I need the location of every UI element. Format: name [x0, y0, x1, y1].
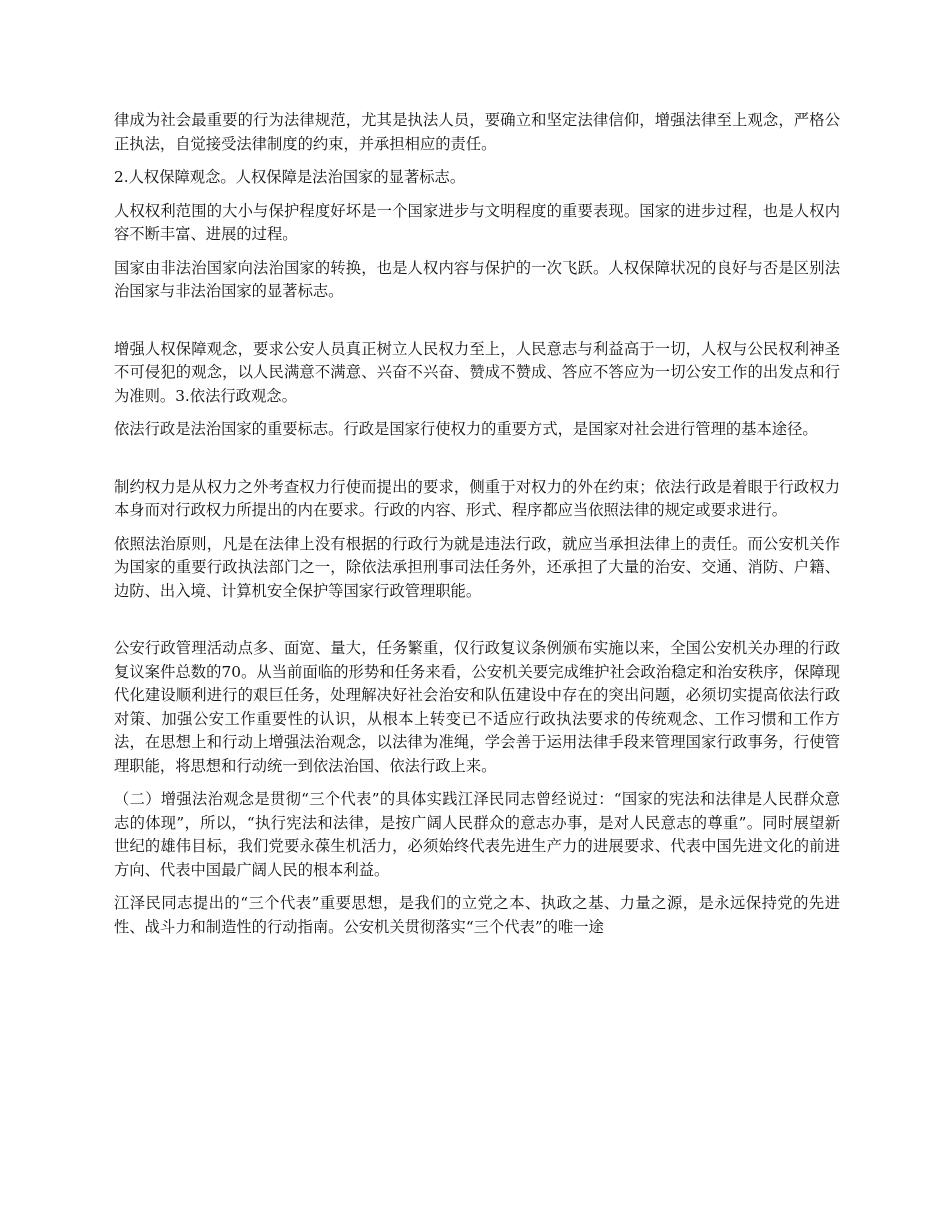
paragraph-5: 增强人权保障观念，要求公安人员真正树立人民权力至上，人民意志与利益高于一切，人权与公民权利神圣不可侵犯的观念，以人民满意不满意、兴奋不兴奋、赞成不赞成、答应不答应为一切公安工作的出发点和行为准则。3.依法行政观念。	[114, 339, 840, 405]
paragraph-2: 2.人权保障观念。人权保障是法治国家的显著标志。	[114, 168, 466, 186]
paragraph-1: 律成为社会最重要的行为法律规范，尤其是执法人员，要确立和坚定法律信仰，增强法律至上观念，严格公正执法，自觉接受法律制度的约束，并承担相应的责任。	[114, 111, 840, 153]
document-page	[114, 109, 840, 939]
paragraph-8: 依照法治原则，凡是在法律上没有根据的行政行为就是违法行政，就应当承担法律上的责任。而公安机关作为国家的重要行政执法部门之一，除依法承担刑事司法任务外，还承担了大量的治安、交通、消防、户籍、边防、出入境、计算机安全保护等国家行政管理职能。	[114, 534, 840, 600]
paragraph-10: （二）增强法治观念是贯彻“三个代表”的具体实践江泽民同志曾经说过：“国家的宪法和法律是人民群众意志的体现”，所以，“执行宪法和法律，是按广阔人民群众的意志办事，是对人民意志的尊重”。同时展望新世纪的雄伟目标，我们党要永葆生机活力，必须始终代表先进生产力的进展要求、代表中国先进文化的前进方向、代表中国最广阔人民的根本利益。	[114, 790, 840, 879]
paragraph-6: 依法行政是法治国家的重要标志。行政是国家行使权力的重要方式，是国家对社会进行管理的基本途径。	[114, 420, 818, 438]
paragraph-4: 国家由非法治国家向法治国家的转换，也是人权内容与保护的一次飞跃。人权保障状况的良好与否是区别法治国家与非法治国家的显著标志。	[114, 258, 840, 300]
paragraph-11: 江泽民同志提出的“三个代表”重要思想，是我们的立党之本、执政之基、力量之源，是永远保持党的先进性、战斗力和制造性的行动指南。公安机关贯彻落实“三个代表”的唯一途	[114, 894, 840, 936]
paragraph-9: 公安行政管理活动点多、面宽、量大，任务繁重，仅行政复议条例颁布实施以来，全国公安机关办理的行政复议案件总数的70。从当前面临的形势和任务来看，公安机关要完成维护社会政治稳定和治安秩序，保障现代化建设顺利进行的艰巨任务，处理解决好社会治安和队伍建设中存在的突出问题，必须切实提高依法行政对策、加强公安工作重要性的认识，从根本上转变已不适应行政执法要求的传统观念、工作习惯和工作方法，在思想上和行动上增强法治观念，以法律为准绳，学会善于运用法律手段来管理国家行政事务，行使管理职能，将思想和行动统一到依法治国、依法行政上来。	[114, 639, 840, 775]
paragraph-3: 人权权利范围的大小与保护程度好坏是一个国家进步与文明程度的重要表现。国家的进步过程，也是人权内容不断丰富、进展的过程。	[114, 201, 840, 243]
paragraph-7: 制约权力是从权力之外考查权力行使而提出的要求，侧重于对权力的外在约束；依法行政是着眼于行政权力本身而对行政权力所提出的内在要求。行政的内容、形式、程序都应当依照法律的规定或要求进行。	[114, 477, 840, 519]
